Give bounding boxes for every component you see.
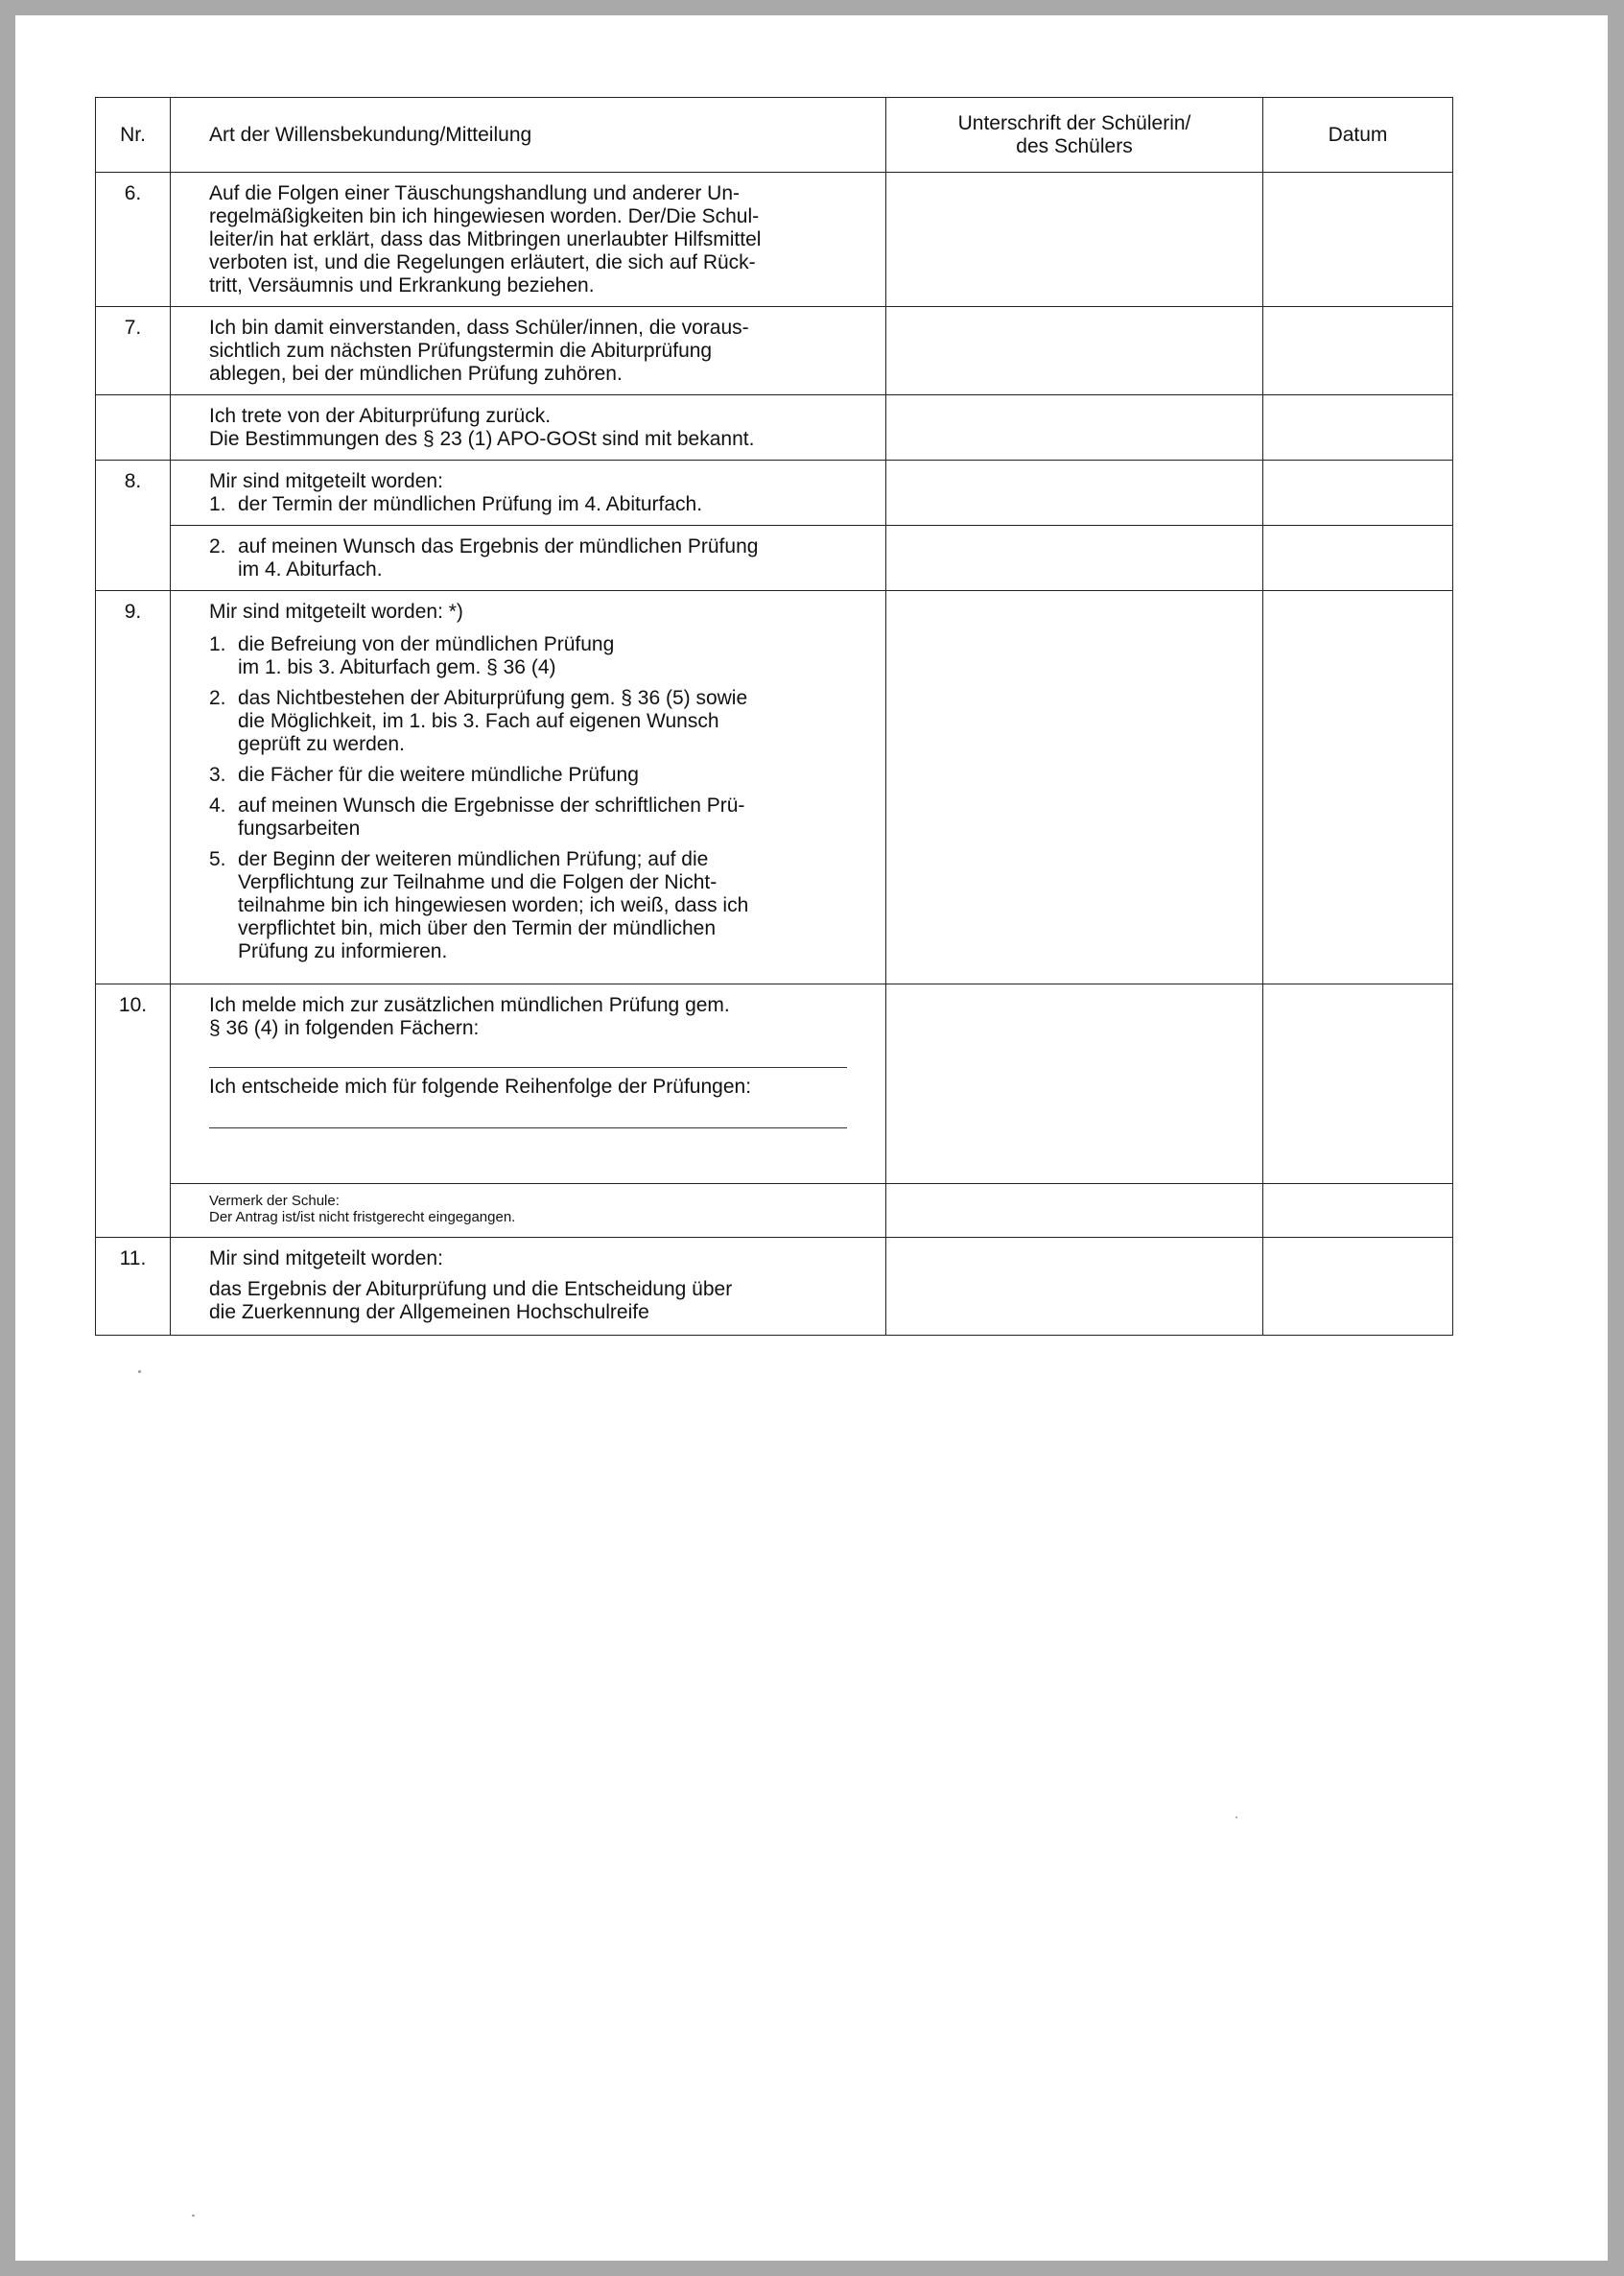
note-line: Der Antrag ist/ist nicht fristgerecht eingegangen.	[209, 1209, 516, 1225]
list-item	[209, 493, 847, 516]
row-number: 10.	[96, 984, 171, 1238]
order-input-line[interactable]	[209, 1099, 847, 1128]
header-date: Datum	[1263, 98, 1453, 173]
header-nr: Nr.	[96, 98, 171, 173]
item-text: der Beginn der weiteren mündlichen Prüfung; auf die	[238, 848, 709, 870]
item-number: 5.	[209, 848, 226, 870]
text-line: Auf die Folgen einer Täuschungshandlung und anderer Un-	[209, 182, 740, 204]
subjects-input-line[interactable]	[209, 1040, 847, 1068]
signature-cell[interactable]	[886, 307, 1263, 395]
signature-cell[interactable]	[886, 395, 1263, 461]
scan-speck	[1236, 1816, 1237, 1818]
table-header-row	[96, 98, 1453, 173]
text-line: ablegen, bei der mündlichen Prüfung zuhören.	[209, 363, 623, 385]
note-line: Vermerk der Schule:	[209, 1193, 340, 1209]
list-item	[209, 794, 847, 841]
date-cell[interactable]	[1263, 307, 1453, 395]
date-cell[interactable]	[1263, 1184, 1453, 1238]
text-line: leiter/in hat erklärt, dass das Mitbringen unerlaubter Hilfsmittel	[209, 228, 762, 250]
list-item	[209, 687, 847, 756]
row-text	[171, 461, 886, 526]
row-number	[96, 395, 171, 461]
document-page	[15, 15, 1608, 2261]
item-text: auf meinen Wunsch das Ergebnis der mündlichen Prüfung	[238, 535, 759, 557]
row-text	[171, 307, 886, 395]
signature-cell[interactable]	[886, 984, 1263, 1184]
scan-speck	[192, 2215, 195, 2217]
row-number: 11.	[96, 1238, 171, 1336]
row-text	[171, 526, 886, 591]
signature-cell[interactable]	[886, 591, 1263, 984]
text-line: Ich bin damit einverstanden, dass Schüler/innen, die voraus-	[209, 317, 749, 339]
text-line: Ich trete von der Abiturprüfung zurück.	[209, 405, 552, 427]
text-line: sichtlich zum nächsten Prüfungstermin die Abiturprüfung	[209, 340, 713, 362]
header-signature-line1: Unterschrift der Schülerin/	[957, 111, 1191, 134]
row-text	[171, 984, 886, 1184]
signature-cell[interactable]	[886, 1238, 1263, 1336]
item-text: auf meinen Wunsch die Ergebnisse der schriftlichen Prü-	[238, 794, 745, 817]
date-cell[interactable]	[1263, 526, 1453, 591]
row-number: 8.	[96, 461, 171, 591]
table-row	[96, 461, 1453, 526]
table-row	[96, 1184, 1453, 1238]
item-text: im 4. Abiturfach.	[238, 558, 383, 581]
item-text: der Termin der mündlichen Prüfung im 4. Abiturfach.	[238, 493, 703, 515]
text-line: regelmäßigkeiten bin ich hingewiesen worden. Der/Die Schul-	[209, 205, 760, 227]
item-number: 2.	[209, 535, 226, 557]
text-line: Mir sind mitgeteilt worden:	[209, 470, 443, 492]
declaration-table	[95, 97, 1453, 1336]
row-text	[171, 1238, 886, 1336]
table-row	[96, 395, 1453, 461]
item-text: verpflichtet bin, mich über den Termin der mündlichen	[238, 917, 717, 939]
date-cell[interactable]	[1263, 461, 1453, 526]
item-number: 1.	[209, 493, 226, 515]
signature-cell[interactable]	[886, 461, 1263, 526]
table-row	[96, 984, 1453, 1184]
row-number: 9.	[96, 591, 171, 984]
item-text: Prüfung zu informieren.	[238, 940, 448, 962]
text-line: Ich entscheide mich für folgende Reihenfolge der Prüfungen:	[209, 1076, 752, 1098]
list-item	[209, 848, 847, 963]
list-item	[209, 764, 847, 787]
row-text	[171, 591, 886, 984]
scan-speck	[138, 1370, 141, 1373]
date-cell[interactable]	[1263, 173, 1453, 307]
text-line: die Zuerkennung der Allgemeinen Hochschulreife	[209, 1301, 649, 1323]
row-text	[171, 395, 886, 461]
date-cell[interactable]	[1263, 984, 1453, 1184]
table-row	[96, 526, 1453, 591]
item-number: 2.	[209, 687, 226, 709]
text-line: § 36 (4) in folgenden Fächern:	[209, 1017, 480, 1039]
item-text: Verpflichtung zur Teilnahme und die Folgen der Nicht-	[238, 871, 718, 893]
list-item	[209, 535, 847, 581]
item-text: im 1. bis 3. Abiturfach gem. § 36 (4)	[238, 656, 556, 678]
text-line: verboten ist, und die Regelungen erläutert, die sich auf Rück-	[209, 251, 756, 273]
header-signature-line2: des Schülers	[1016, 134, 1133, 157]
table-row	[96, 591, 1453, 984]
table-row	[96, 307, 1453, 395]
text-line: tritt, Versäumnis und Erkrankung beziehen.	[209, 274, 595, 296]
item-number: 1.	[209, 633, 226, 655]
signature-cell[interactable]	[886, 526, 1263, 591]
item-text: teilnahme bin ich hingewiesen worden; ich weiß, dass ich	[238, 894, 749, 916]
table-row	[96, 173, 1453, 307]
date-cell[interactable]	[1263, 591, 1453, 984]
item-text: das Nichtbestehen der Abiturprüfung gem. § 36 (5) sowie	[238, 687, 748, 709]
header-art: Art der Willensbekundung/Mitteilung	[171, 98, 886, 173]
row-number: 7.	[96, 307, 171, 395]
item-text: fungsarbeiten	[238, 818, 361, 840]
text-line: Ich melde mich zur zusätzlichen mündlichen Prüfung gem.	[209, 994, 730, 1016]
table-row	[96, 1238, 1453, 1336]
row-number: 6.	[96, 173, 171, 307]
date-cell[interactable]	[1263, 1238, 1453, 1336]
item-number: 3.	[209, 764, 226, 786]
item-text: die Fächer für die weitere mündliche Prüfung	[238, 764, 639, 786]
signature-cell[interactable]	[886, 1184, 1263, 1238]
item-number: 4.	[209, 794, 226, 817]
date-cell[interactable]	[1263, 395, 1453, 461]
text-line: Die Bestimmungen des § 23 (1) APO-GOSt sind mit bekannt.	[209, 428, 755, 450]
signature-cell[interactable]	[886, 173, 1263, 307]
item-text: geprüft zu werden.	[238, 733, 405, 755]
text-line: das Ergebnis der Abiturprüfung und die Entscheidung über	[209, 1278, 733, 1300]
item-text: die Befreiung von der mündlichen Prüfung	[238, 633, 615, 655]
row-text	[171, 173, 886, 307]
text-line: Mir sind mitgeteilt worden: *)	[209, 601, 463, 623]
school-note	[171, 1184, 886, 1238]
item-text: die Möglichkeit, im 1. bis 3. Fach auf eigenen Wunsch	[238, 710, 719, 732]
header-signature	[886, 98, 1263, 173]
text-line: Mir sind mitgeteilt worden:	[209, 1247, 443, 1269]
list-item	[209, 633, 847, 679]
